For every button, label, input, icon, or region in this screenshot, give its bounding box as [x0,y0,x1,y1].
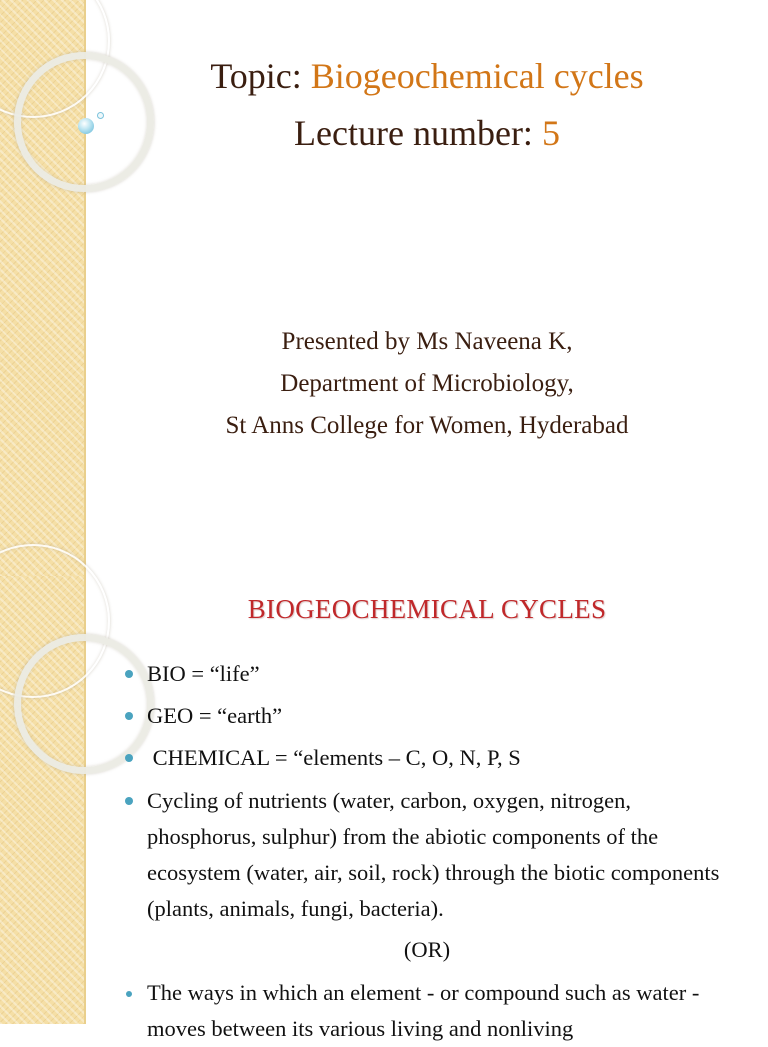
bullet-icon [125,712,133,720]
list-item [147,783,735,927]
presenter-college: St Anns College for Women, Hyderabad [225,412,629,439]
lecture-label: Lecture number: [294,113,542,153]
topic-value: Biogeochemical cycles [310,56,644,96]
bullet-text: The ways in which an element - or compound such as water - moves between its various living and nonliving [147,980,700,1041]
bullet-icon [125,670,133,678]
bullet-text: Cycling of nutrients (water, carbon, oxygen, nitrogen, phosphorus, sulphur) from the abiotic components of the ecosystem (water, air, soil, rock) through the biotic components (plants, animals, fungi, bacteria). [147,788,720,921]
list-item [147,975,737,1047]
slide-content [0,576,768,1041]
decorative-ring [14,634,154,774]
bullet-text: BIO = “life” [147,661,260,686]
topic-title [86,56,768,96]
lecture-value: 5 [541,113,560,153]
bullet-icon [125,754,133,762]
or-separator: (OR) [403,937,451,962]
list-item [147,740,747,776]
list-item [147,698,747,734]
bullet-text: CHEMICAL = “elements – C, O, N, P, S [147,745,521,770]
bullet-icon [126,991,132,997]
presenter-name: Presented by Ms Naveena K, [281,328,573,355]
presenter-department: Department of Microbiology, [280,370,574,397]
slide-heading: BIOGEOCHEMICAL CYCLES [247,594,607,624]
bullet-icon [125,797,133,805]
lecture-number [86,113,768,153]
bullet-text: GEO = “earth” [147,703,283,728]
list-item [147,656,747,692]
topic-label: Topic: [210,56,311,96]
